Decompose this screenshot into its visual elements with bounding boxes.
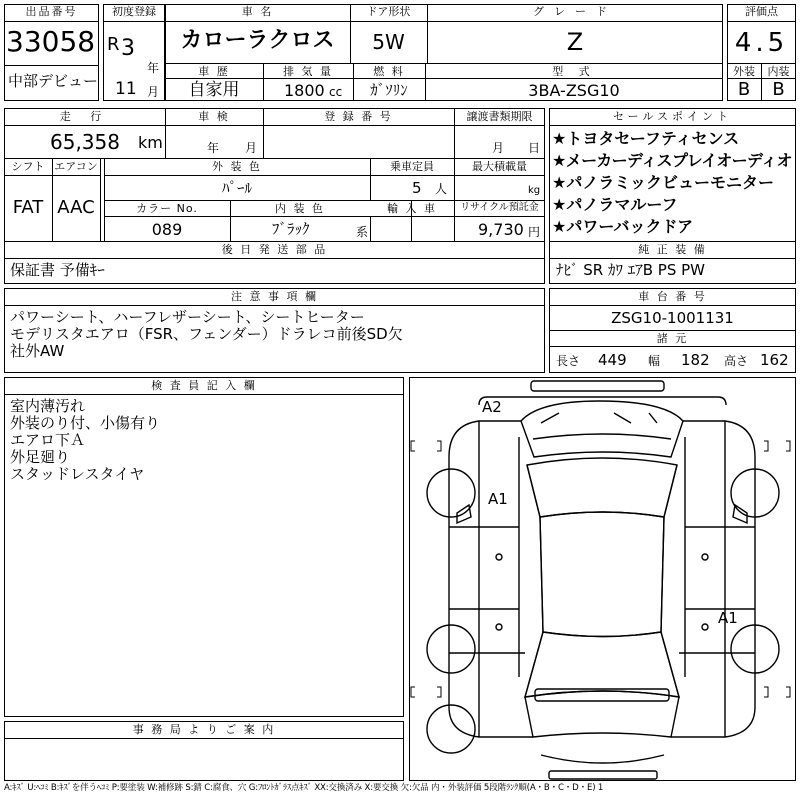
- reg-year: 3: [121, 36, 135, 61]
- length: 449: [598, 351, 627, 369]
- transfer-day-unit: 日: [528, 141, 541, 155]
- mileage-label: 走 行: [59, 110, 110, 123]
- sales-point-item: ★パノラマルーフ: [552, 195, 678, 214]
- car-name: カローラクロス: [180, 28, 335, 53]
- inspector-label: 検 査 員 記 入 欄: [151, 379, 257, 392]
- exterior-color-label: 外 装 色: [212, 160, 262, 173]
- notes-label: 注 意 事 項 欄: [231, 290, 318, 303]
- interior-color-label: 内 装 色: [275, 202, 325, 215]
- sales-point-item: ★メーカーディスプレイオーディオ: [552, 151, 792, 170]
- interior-grade: B: [772, 79, 785, 100]
- door-type: 5W: [372, 30, 405, 54]
- month-unit: 月: [147, 85, 160, 99]
- capacity-unit: 人: [435, 182, 448, 196]
- damage-mark: A1: [718, 609, 738, 627]
- height: 162: [760, 351, 789, 369]
- hood-panel: [521, 401, 683, 457]
- recycle-fee: 9,730: [478, 220, 524, 239]
- inspection-month-unit: 月: [245, 141, 258, 155]
- width-label: 幅: [648, 354, 661, 368]
- debut-label: 中部デビュー: [8, 72, 99, 90]
- import-label: 輸 入 車: [387, 202, 437, 215]
- max-load-label: 最大積載量: [472, 160, 527, 173]
- shift: FAT: [12, 197, 44, 218]
- history-label: 車 歴: [198, 65, 230, 78]
- lot-number: 33058: [6, 25, 96, 58]
- first-registration-label: 初度登録: [112, 5, 156, 18]
- door-label: ドア形状: [366, 5, 411, 18]
- registration-no-label: 登 録 番 号: [324, 110, 393, 123]
- exterior-grade: B: [737, 79, 751, 100]
- score-label: 評価点: [745, 5, 778, 18]
- fuel: ｶﾞｿﾘﾝ: [370, 81, 408, 99]
- exterior-color: ﾊﾟｰﾙ: [221, 179, 252, 197]
- load-unit: kg: [528, 185, 541, 196]
- capacity-label: 乗車定員: [390, 160, 434, 173]
- transfer-month-unit: 月: [492, 141, 505, 155]
- left-side-body: [449, 421, 533, 737]
- sales-point-item: ★パワーバックドア: [552, 217, 694, 236]
- transfer-deadline-label: 譲渡書類期限: [466, 110, 533, 123]
- length-label: 長さ: [556, 354, 581, 368]
- sales-point-item: ★トヨタセーフティセンス: [552, 129, 740, 148]
- grade-label: グレード: [533, 5, 617, 18]
- year-unit: 年: [147, 61, 160, 75]
- fuel-label: 燃 料: [373, 65, 405, 78]
- aircon: AAC: [57, 197, 95, 218]
- roof-panel: [540, 512, 664, 637]
- chassis-number: ZSG10-1001131: [611, 309, 734, 327]
- sales-point-item: ★パノラミックビューモニター: [552, 173, 775, 192]
- color-number: 089: [151, 220, 183, 239]
- damage-legend: A:ｷｽﾞ U:ﾍｺﾐ B:ｷｽﾞを伴うﾍｺﾐ P:要塗装 W:補修跡 S:錆 C:腐食、穴 G:ﾌﾛﾝﾄｶﾞﾗｽ点ｷｽﾞ XX:交換済み X:要交換 欠:欠品 内・外装評価 5段階ﾗﾝｸ順(A・B・C・D・E) 1: [4, 783, 604, 793]
- genuine-equipment-label: 純 正 装 備: [638, 243, 707, 256]
- interior-label: 内装: [767, 65, 790, 78]
- later-parts: 保証書 予備ｷｰ: [10, 261, 105, 279]
- genuine-equipment: ﾅﾋﾞ SR ｶﾜ ｴｱB PS PW: [556, 261, 706, 279]
- right-side-body: [671, 421, 755, 737]
- lot-number-label: 出品番号: [25, 5, 78, 18]
- capacity: 5: [412, 179, 422, 197]
- later-parts-label: 後 日 発 送 部 品: [221, 243, 328, 256]
- spare-wheel: [427, 705, 475, 753]
- displacement-label: 排 気 量: [283, 65, 333, 78]
- sales-points-label: セールスポイント: [612, 110, 732, 123]
- front-left-wheel: [427, 469, 475, 517]
- exterior-label: 外装: [733, 65, 755, 78]
- color-number-label: カラー No.: [136, 202, 198, 215]
- damage-mark: A1: [488, 490, 508, 508]
- rear-window: [525, 632, 679, 697]
- inspection-year-unit: 年: [207, 141, 220, 155]
- km-unit: km: [138, 133, 163, 152]
- mileage: 65,358: [50, 130, 120, 154]
- era-letter: R: [107, 34, 120, 55]
- shift-label: シフト: [11, 160, 45, 173]
- displacement: 1800: [284, 81, 325, 100]
- width: 182: [681, 351, 710, 369]
- inspector-text: 室内薄汚れ 外装のり付、小傷有り エアロ下Ａ 外足廻り スタッドレスタイヤ: [10, 397, 161, 483]
- damage-mark: A2: [482, 398, 502, 416]
- cc-unit: cc: [329, 85, 343, 99]
- score: 4.5: [734, 28, 789, 58]
- recycle-label: リサイクル預託金: [460, 202, 539, 213]
- reg-month: 11: [115, 79, 137, 99]
- interior-color-unit: 系: [356, 225, 369, 239]
- dimensions-label: 諸 元: [656, 332, 689, 345]
- office-info-label: 事 務 局 よ り ご 案 内: [132, 723, 276, 736]
- history: 自家用: [188, 80, 240, 100]
- front-bumper: [531, 381, 664, 391]
- grade: Z: [566, 28, 584, 56]
- car-body-diagram: [409, 377, 796, 781]
- model-label: 型 式: [552, 65, 596, 78]
- rear-left-wheel: [427, 625, 475, 673]
- interior-color: ﾌﾞﾗｯｸ: [272, 220, 310, 238]
- car-name-label: 車 名: [241, 5, 274, 18]
- windshield: [527, 458, 677, 517]
- height-label: 高さ: [724, 354, 749, 368]
- inspection-label: 車 検: [198, 110, 230, 123]
- yen-unit: 円: [528, 225, 541, 239]
- chassis-number-label: 車 台 番 号: [638, 290, 707, 303]
- model-code: 3BA-ZSG10: [528, 81, 620, 100]
- notes-text: パワーシート、ハーフレザーシート、シートヒーター モデリスタエアロ（FSR、フェンダー）ドラレコ前後SD欠 社外AW: [10, 308, 403, 360]
- tailgate: [525, 691, 679, 737]
- aircon-label: エアコン: [54, 160, 98, 173]
